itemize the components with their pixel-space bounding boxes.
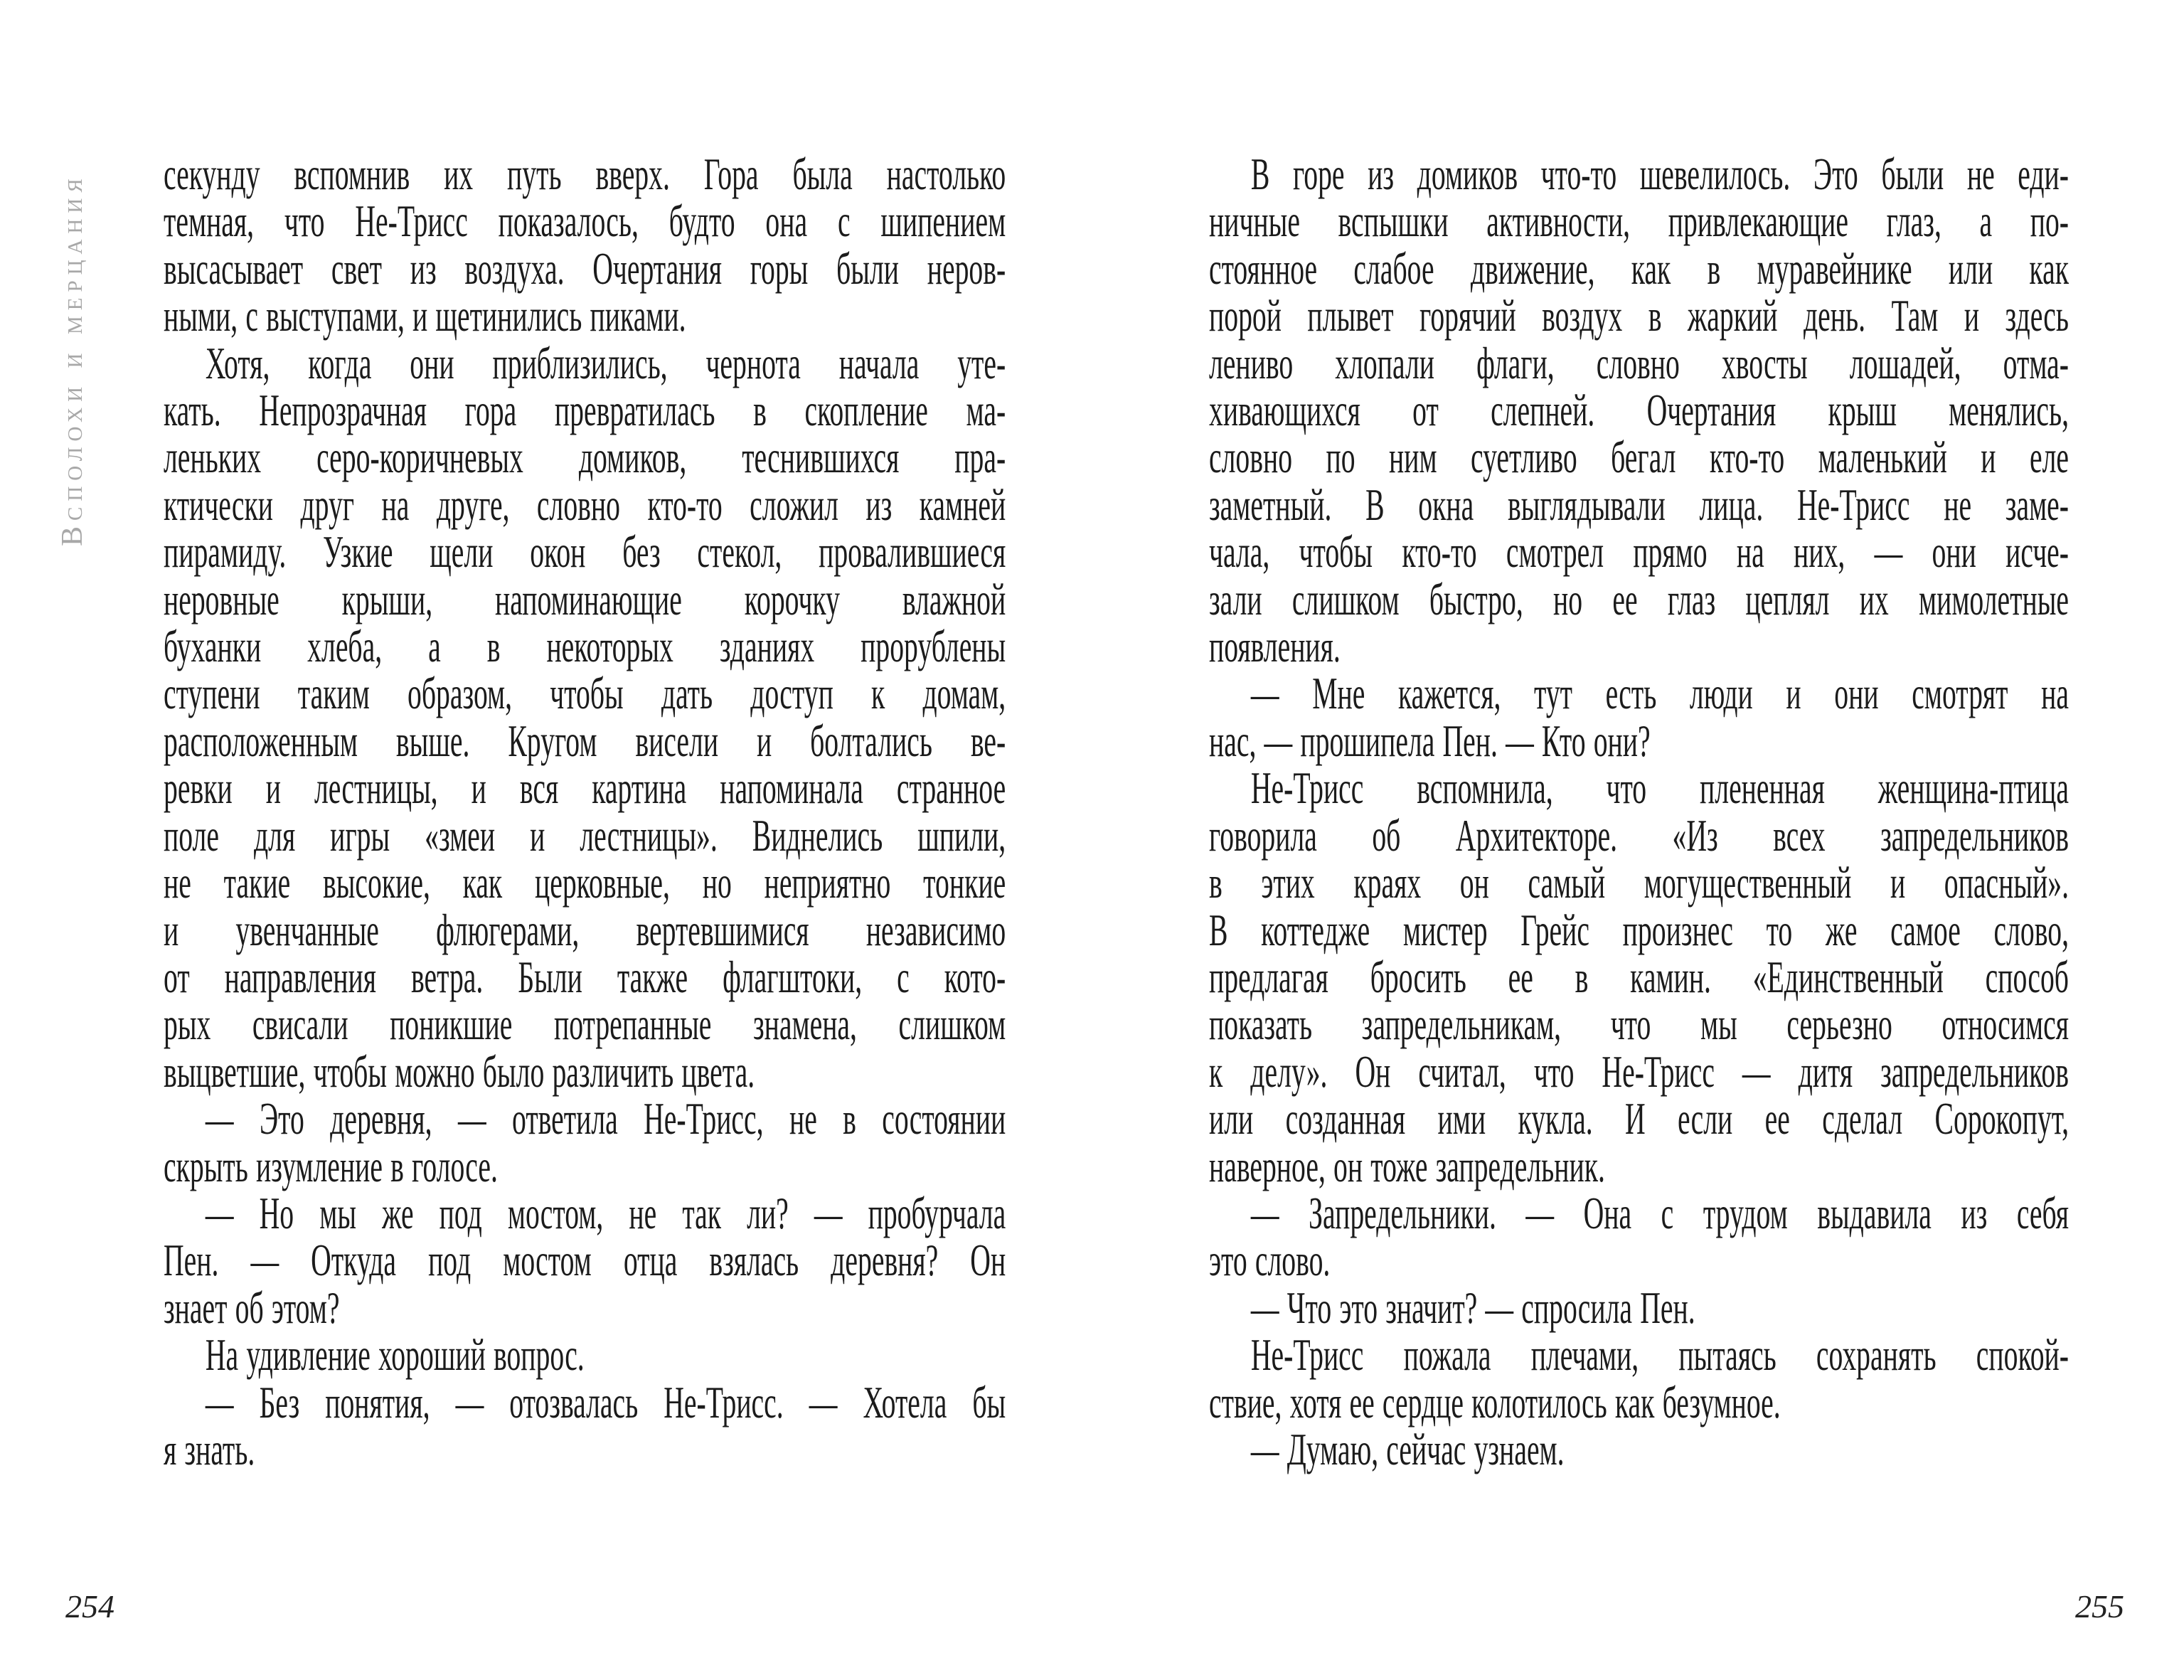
text-line: выцветшие, чтобы можно было различить цвета.	[164, 1046, 755, 1097]
text-line: ревки и лестницы, и вся картина напоминала странное	[164, 762, 1006, 814]
text-line: ными, с выступами, и щетинились пиками.	[164, 290, 686, 341]
text-line: Не-Трисс пожала плечами, пытаясь сохранять спокой-	[1250, 1329, 2069, 1381]
text-line: это слово.	[1209, 1235, 1331, 1286]
text-line: чала, чтобы кто-то смотрел прямо на них, — они исче-	[1209, 526, 2069, 578]
text-line: пирамиду. Узкие щели окон без стекол, провалившиеся	[164, 526, 1006, 578]
text-line: и увенчанные флюгерами, вертевшимися независимо	[164, 904, 1006, 955]
page-number-left: 254	[65, 1588, 114, 1625]
text-line: высасывает свет из воздуха. Очертания горы были неров-	[164, 243, 1006, 294]
text-line: хивающихся от слепней. Очертания крыш менялись,	[1209, 385, 2069, 436]
left-page-text	[164, 151, 1006, 1473]
text-line: наверное, он тоже запредельник.	[1209, 1140, 1605, 1191]
text-line: не такие высокие, как церковные, но неприятно тонкие	[164, 857, 1006, 908]
text-line: — Думаю, сейчас узнаем.	[1250, 1423, 1565, 1474]
text-line: кать. Непрозрачная гора превратилась в скопление ма-	[164, 385, 1006, 436]
text-line: темная, что Не-Трисс показалось, будто она с шипением	[164, 196, 1006, 247]
text-line: зали слишком быстро, но ее глаз цеплял их мимолетные	[1209, 573, 2069, 624]
text-line: ничные вспышки активности, привлекающие глаз, а по-	[1209, 196, 2069, 247]
text-line: нас, — прошипела Пен. — Кто они?	[1209, 715, 1651, 766]
page-number-right: 255	[2075, 1588, 2124, 1625]
text-line: знает об этом?	[164, 1282, 340, 1333]
text-line: Хотя, когда они приблизились, чернота начала уте-	[205, 337, 1006, 388]
text-line: стоянное слабое движение, как в муравейнике или как	[1209, 243, 2069, 294]
text-line: поле для игры «змеи и лестницы». Виднелись шпили,	[164, 809, 1006, 861]
text-line: ствие, хотя ее сердце колотилось как безумное.	[1209, 1376, 1781, 1428]
text-line: ступени таким образом, чтобы дать доступ к домам,	[164, 668, 1006, 719]
text-line: от направления ветра. Были также флагштоки, с кото-	[164, 951, 1006, 1002]
text-line: В горе из домиков что-то шевелилось. Это были не еди-	[1250, 149, 2069, 199]
text-line: ктически друг на друге, словно кто-то сложил из камней	[164, 479, 1006, 530]
text-line: говорила об Архитекторе. «Из всех запредельников	[1209, 809, 2069, 861]
text-line: показать запредельникам, что мы серьезно относимся	[1209, 999, 2069, 1050]
text-line: — Без понятия, — отозвалась Не-Трисс. — Хотела бы	[205, 1376, 1006, 1428]
right-page-text	[1209, 151, 2069, 1473]
text-line: На удивление хороший вопрос.	[205, 1329, 585, 1381]
text-line: секунду вспомнив их путь вверх. Гора была настолько	[164, 149, 1006, 199]
text-line: появления.	[1209, 621, 1341, 672]
text-line: в этих краях он самый могущественный и опасный».	[1209, 857, 2069, 908]
text-line: — Запредельники. — Она с трудом выдавила из себя	[1250, 1187, 2069, 1238]
text-line: словно по ним суетливо бегал кто-то маленький и еле	[1209, 432, 2069, 483]
text-line: я знать.	[164, 1423, 255, 1474]
text-line: — Это деревня, — ответила Не-Трисс, не в состоянии	[205, 1093, 1006, 1144]
text-line: заметный. В окна выглядывали лица. Не-Трисс не заме-	[1209, 479, 2069, 530]
text-line: — Но мы же под мостом, не так ли? — пробурчала	[205, 1187, 1006, 1238]
text-line: рых свисали поникшие потрепанные знамена, слишком	[164, 999, 1006, 1050]
text-line: неровные крыши, напоминающие корочку влажной	[164, 573, 1006, 624]
text-line: Пен. — Откуда под мостом отца взялась деревня? Он	[164, 1235, 1006, 1286]
text-line: скрыть изумление в голосе.	[164, 1140, 498, 1191]
text-line: — Мне кажется, тут есть люди и они смотрят на	[1250, 668, 2069, 719]
text-line: В коттедже мистер Грейс произнес то же самое слово,	[1209, 904, 2069, 955]
text-line: леньких серо-коричневых домиков, теснившихся пра-	[164, 432, 1006, 483]
text-line: порой плывет горячий воздух в жаркий день. Там и здесь	[1209, 290, 2069, 341]
text-line: к делу». Он считал, что Не-Трисс — дитя запредельников	[1209, 1046, 2069, 1097]
text-line: — Что это значит? — спросила Пен.	[1250, 1282, 1695, 1333]
text-line: или созданная ими кукла. И если ее сделал Сорокопут,	[1209, 1093, 2069, 1144]
text-line: Не-Трисс вспомнила, что плененная женщина-птица	[1250, 762, 2069, 814]
chapter-running-title: Всполохи и мерцания	[56, 173, 89, 546]
text-line: лениво хлопали флаги, словно хвосты лошадей, отма-	[1209, 337, 2069, 388]
text-line: предлагая бросить ее в камин. «Единственный способ	[1209, 951, 2069, 1002]
text-line: буханки хлеба, а в некоторых зданиях прорублены	[164, 621, 1006, 672]
text-line: расположенным выше. Кругом висели и болтались ве-	[164, 715, 1006, 766]
